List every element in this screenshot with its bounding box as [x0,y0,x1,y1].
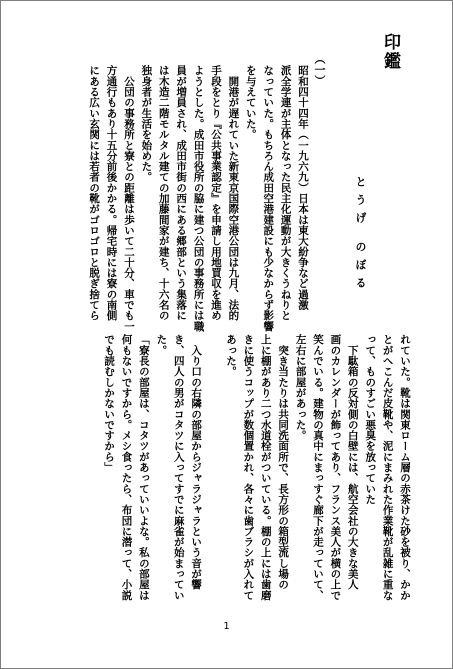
document-title: 印鑑 [380,33,400,71]
text-line: なっていた。もちろん成田空港建設にも少なからず影響 [262,65,275,332]
text-line: 昭和四十四年（一九六九）日本は東大紛争など過激 [297,65,309,310]
section-heading: （一） [313,53,326,86]
text-line: 上に棚があり二つ水道栓がついている。棚の上には歯磨 [259,334,272,601]
text-line: 笑んでいる。建物の真中にまっすぐ廊下が走っていて、 [311,334,324,601]
text-line: あった。 [224,334,237,377]
text-line: 員が増員され、成田市街の西にある郷部という集落に [175,65,188,321]
text-line: き、四人の男がコタツに入ってすでに麻雀が始まってい [172,334,185,601]
text-line: でも読むしかないですから」 [103,334,116,473]
text-line: 派全学連が主体となった民主化運動が大きくうねりと [279,65,292,321]
text-line: 手段をとり『公共事業認定』を申請し用地買収を進め [209,65,222,321]
text-line: を与えていた。 [244,65,257,140]
text-line: 公団の事務所と寮との距離は歩いて二十分、車でも一 [122,65,135,332]
text-line: きに使うコップが数個置かれ、各々に歯ブラシが入れて [242,334,255,601]
page-number: 1 [223,621,230,632]
text-line: 画のカレンダーが飾ってあり、フランス美人が横の上で [329,334,342,601]
author-name: とうげ のぼる [354,176,367,295]
text-line: た。 [155,334,168,356]
text-line: 入り口の右隣の部屋からジャラジャラという音が響 [190,334,203,590]
text-line: 突き当たりは共同洗面所で、長方形の箱型流し場の [277,334,290,590]
text-line: 「寮長の部屋は、コタツがあっていいよな。私の部屋は [137,334,150,601]
text-line: とがへこんだ皮靴や、泥にまみれた作業靴が乱雑に重な [381,334,394,601]
text-line: 下駄箱の反対側の白壁には、航空会社の大きな美人 [346,334,359,590]
text-line: にある広い玄関には若者の靴がゴロゴロと脱ぎ捨てら [88,65,101,321]
text-line: 開港が遅れていた新東京国際空港公団は九月、法的 [227,65,240,321]
text-line: ようとした。成田市役所の脇に建つ公団の事務所には職 [192,65,205,332]
text-line [204,334,221,600]
text-line: れていた。靴は関東ローム層の赤茶けた砂を被り、かか [399,334,411,601]
text-line: って、ものすごい悪臭を放っていた [364,334,377,505]
text-line: 方通行もあり十五分前後かかる。帰宅時には寮の南側 [105,65,118,321]
body-text-lower [100,334,413,600]
text-line: は木造二階モルタル建ての加藤間家が建ち、十六名の [157,65,170,321]
text-line: 独身者が生活を始めた。 [140,65,153,183]
body-text-upper [85,65,311,331]
text-line: 左右に部屋があった。 [294,334,307,441]
text-line: 何もないですから。メシ食ったら、布団に潜って、小説 [120,334,133,601]
